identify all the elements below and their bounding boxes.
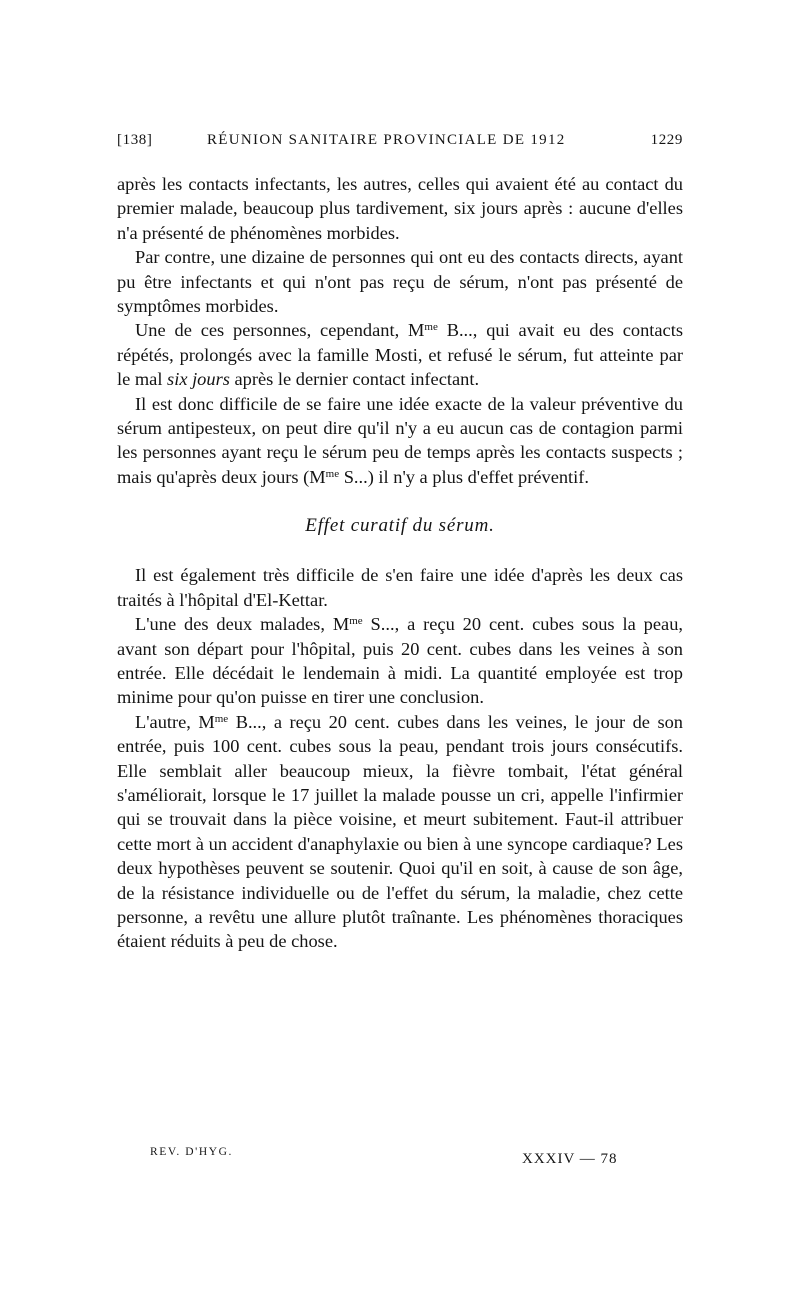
header-title: RÉUNION SANITAIRE PROVINCIALE DE 1912 [207,132,566,148]
header-section-number: [138] [117,132,153,148]
paragraph-4-text-a: Il est donc difficile de se faire une idée exacte de la valeur préventive du sérum antipesteux, on peut dire qu'il n'y a eu aucun cas de contagion parmi les personnes ayant reçu le sérum peu de temps après les contacts suspects ; mais qu'après deux jours (M [117,393,683,487]
paragraph-3-sup: me [424,321,438,334]
paragraph-3-emphasis: six jours [167,369,230,390]
paragraph-6-text-b: S..., a reçu 20 cent. cubes sous la peau, avant son départ pour l'hôpital, puis 20 cent. cubes dans les veines à son entrée. Elle décédait le lendemain à midi. La quantité employée est trop minime pour qu'on puisse en tirer une conclusion. [117,614,683,708]
paragraph-3-text-a: Une de ces personnes, cependant, M [135,320,425,341]
paragraph-6-text-a: L'une des deux malades, M [135,614,350,635]
paragraph-7-text-a: L'autre, M [135,711,215,732]
paragraph-6 [117,612,683,710]
paragraph-7-text-b: B..., a reçu 20 cent. cubes dans les veines, le jour de son entrée, puis 100 cent. cubes sous la peau, pendant trois jours consécutifs. Elle semblait aller beaucoup mieux, la fièvre tombait, l'état général s'améliorait, lorsque le 17 juillet la malade pousse un cri, appelle l'infirmier qui se trouvait dans la pièce voisine, et meurt subitement. Faut-il attribuer cette mort à un accident d'anaphylaxie ou bien à une syncope cardiaque? Les deux hypothèses peuvent se soutenir. Quoi qu'il en soit, à cause de son âge, de la résistance individuelle ou de l'effet du sérum, la maladie, chez cette personne, a revêtu une allure plutôt traînante. Les phénomènes thoraciques étaient réduits à peu de chose. [117,711,683,952]
paragraph-3-text-b: B..., qui avait eu des contacts répétés, prolongés avec la famille Mosti, et refusé le sérum, fut atteinte par le mal [117,320,683,390]
header-page-number: 1229 [650,132,683,148]
footer-signature: XXXIV — 78 [522,1151,618,1167]
body-text [117,172,683,954]
paragraph-7 [117,710,683,954]
paragraph-4-sup: me [325,467,340,480]
running-header [117,132,683,156]
paragraph-6-sup: me [349,615,363,628]
section-title: Effet curatif du sérum. [305,515,495,537]
paragraph-4-text-b: S...) il n'y a plus d'effet préventif. [339,466,590,487]
paragraph-7-sup: me [214,712,229,725]
paragraph-3 [117,318,683,391]
paragraph-4 [117,392,683,490]
paragraph-2: Par contre, une dizaine de personnes qui ont eu des contacts directs, ayant pu être infectants et qui n'ont pas reçu de sérum, n'ont pas présenté de symptômes morbides. [117,247,683,317]
paragraph-5: Il est également très difficile de s'en faire une idée d'après les deux cas traités à l'hôpital d'El-Kettar. [117,565,683,610]
paragraph-1: après les contacts infectants, les autres, celles qui avaient été au contact du premier malade, beaucoup plus tardivement, six jours après : aucune d'elles n'a présenté de phénomènes morbides. [117,174,683,243]
footer-journal-abbrev: REV. D'HYG. [150,1146,234,1158]
paragraph-3-text-c: après le dernier contact infectant. [229,369,480,390]
